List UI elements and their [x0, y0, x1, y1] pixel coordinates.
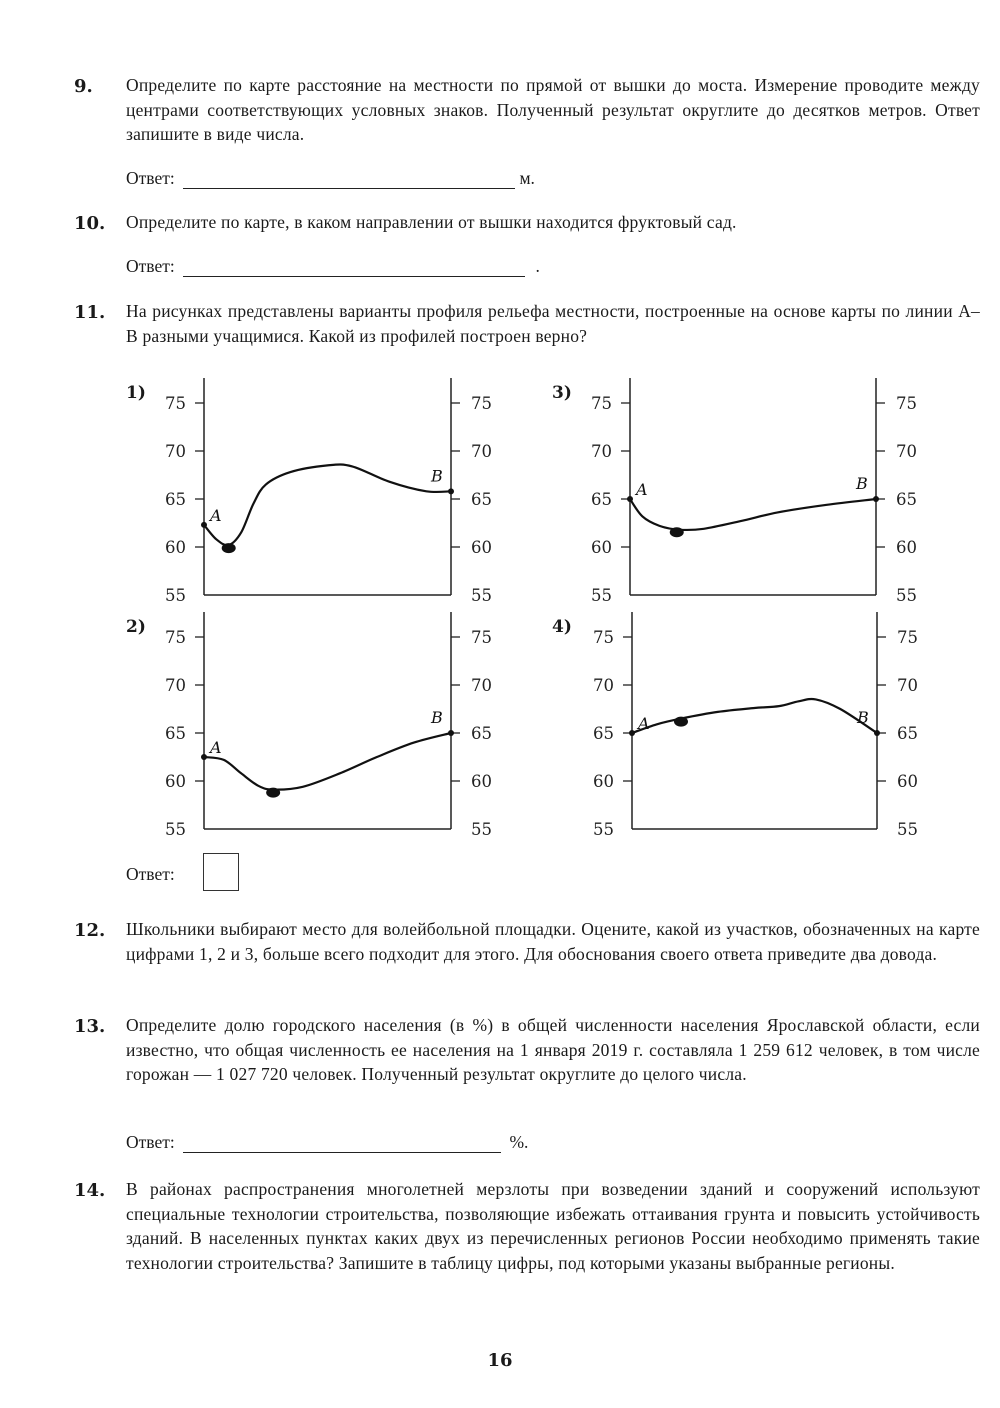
profile-line	[630, 499, 876, 530]
label-a: A	[210, 505, 222, 525]
right-tick-label: 75	[471, 394, 492, 413]
question-14-number: 14.	[74, 1180, 106, 1201]
right-tick-label: 75	[897, 628, 918, 647]
right-tick-label: 70	[471, 442, 492, 461]
right-tick-label: 60	[471, 772, 492, 791]
left-tick-label: 70	[165, 442, 186, 461]
point-b	[873, 496, 879, 502]
left-tick-label: 70	[593, 676, 614, 695]
right-tick-label: 65	[897, 724, 918, 743]
left-tick-label: 60	[591, 538, 612, 557]
point-a	[201, 522, 207, 528]
right-tick-label: 65	[471, 724, 492, 743]
left-tick-label: 75	[593, 628, 614, 647]
curve-marker	[670, 527, 684, 537]
chart-title: 1)	[126, 383, 146, 403]
label-b: B	[431, 466, 443, 486]
profile-chart-1	[126, 378, 492, 605]
right-tick-label: 55	[471, 820, 492, 839]
chart-title: 4)	[552, 617, 572, 637]
profile-chart-3	[126, 612, 492, 839]
question-11-number: 11.	[74, 302, 106, 323]
right-tick-label: 55	[897, 820, 918, 839]
label-a: A	[636, 480, 648, 499]
answer-label: Ответ:	[126, 168, 175, 188]
question-11-text: На рисунках представлены варианты профиля рельефа местности, построенные на основе карты по линии А–В разными учащимися. Какой из профилей построен верно?	[126, 301, 980, 346]
right-tick-label: 60	[471, 538, 492, 557]
label-b: B	[431, 708, 443, 727]
question-12-text: Школьники выбирают место для волейбольной площадки. Оцените, какой из участков, обозначенных на карте цифрами 1, 2 и 3, больше всего подходит для этого. Для обоснования своего ответа приведите два довода.	[126, 919, 980, 964]
profile-line	[632, 699, 877, 733]
left-tick-label: 55	[165, 586, 186, 605]
point-b	[448, 730, 454, 736]
left-tick-label: 65	[593, 724, 614, 743]
answer-period: .	[535, 256, 540, 276]
right-tick-label: 60	[896, 538, 917, 557]
answer-unit: %.	[509, 1132, 529, 1152]
chart-title: 3)	[552, 383, 572, 403]
question-10-number: 10.	[74, 213, 106, 234]
profile-chart-2	[552, 378, 917, 605]
curve-marker	[222, 543, 236, 553]
question-13-answer	[126, 1132, 528, 1153]
point-a	[629, 730, 635, 736]
left-tick-label: 65	[165, 490, 186, 509]
question-13-answer-field[interactable]	[183, 1134, 501, 1153]
right-tick-label: 70	[897, 676, 918, 695]
right-tick-label: 55	[896, 586, 917, 605]
question-10-text: Определите по карте, в каком направлении от вышки находится фруктовый сад.	[126, 212, 737, 232]
question-9-number: 9.	[74, 76, 93, 97]
question-11-answer	[126, 864, 175, 885]
left-tick-label: 70	[165, 676, 186, 695]
profile-line	[204, 464, 451, 545]
left-tick-label: 65	[591, 490, 612, 509]
label-b: B	[856, 474, 868, 493]
curve-marker	[266, 788, 280, 798]
right-tick-label: 70	[896, 442, 917, 461]
left-tick-label: 65	[165, 724, 186, 743]
point-a	[201, 754, 207, 760]
left-tick-label: 75	[165, 394, 186, 413]
left-tick-label: 55	[593, 820, 614, 839]
question-13-number: 13.	[74, 1016, 106, 1037]
question-13-text: Определите долю городского населения (в %) в общей численности населения Ярославской области, если известно, что общая численность ее населения на 1 января 2019 г. составляла 1 259 612 человек, в том числе горожан — 1 027 720 человек. Полученный результат округлите до целого числа.	[126, 1015, 980, 1084]
answer-label: Ответ:	[126, 256, 175, 276]
question-9-text: Определите по карте расстояние на местности по прямой от вышки до моста. Измерение проводите между центрами соответствующих условных знаков. Полученный результат округлите до десятков метров. Ответ запишите в виде числа.	[126, 75, 980, 144]
point-b	[448, 488, 454, 494]
answer-label: Ответ:	[126, 864, 175, 884]
curve-marker	[674, 717, 688, 727]
point-a	[627, 496, 633, 502]
left-tick-label: 55	[165, 820, 186, 839]
left-tick-label: 60	[593, 772, 614, 791]
label-a: A	[210, 738, 222, 757]
page-number: 16	[487, 1350, 513, 1371]
right-tick-label: 75	[471, 628, 492, 647]
answer-label: Ответ:	[126, 1132, 175, 1152]
label-b: B	[857, 708, 869, 727]
right-tick-label: 65	[896, 490, 917, 509]
right-tick-label: 55	[471, 586, 492, 605]
right-tick-label: 60	[897, 772, 918, 791]
right-tick-label: 75	[896, 394, 917, 413]
left-tick-label: 60	[165, 772, 186, 791]
left-tick-label: 55	[591, 586, 612, 605]
right-tick-label: 65	[471, 490, 492, 509]
answer-unit: м.	[519, 168, 535, 188]
left-tick-label: 75	[591, 394, 612, 413]
question-12-number: 12.	[74, 920, 106, 941]
left-tick-label: 70	[591, 442, 612, 461]
profile-line	[204, 733, 451, 790]
chart-title: 2)	[126, 617, 146, 637]
question-11-answer-box[interactable]	[203, 853, 239, 891]
label-a: A	[638, 714, 650, 733]
point-b	[874, 730, 880, 736]
question-14-text: В районах распространения многолетней мерзлоты при возведении зданий и сооружений используют специальные технологии строительства, позволяющие избежать оттаивания грунта и повысить устойчивость зданий. В населенных пунктах каких двух из перечисленных регионов России необходимо применять такие технологии строительства? Запишите в таблицу цифры, под которыми указаны выбранные регионы.	[126, 1179, 980, 1273]
right-tick-label: 70	[471, 676, 492, 695]
left-tick-label: 60	[165, 538, 186, 557]
left-tick-label: 75	[165, 628, 186, 647]
profile-chart-4	[552, 612, 918, 839]
